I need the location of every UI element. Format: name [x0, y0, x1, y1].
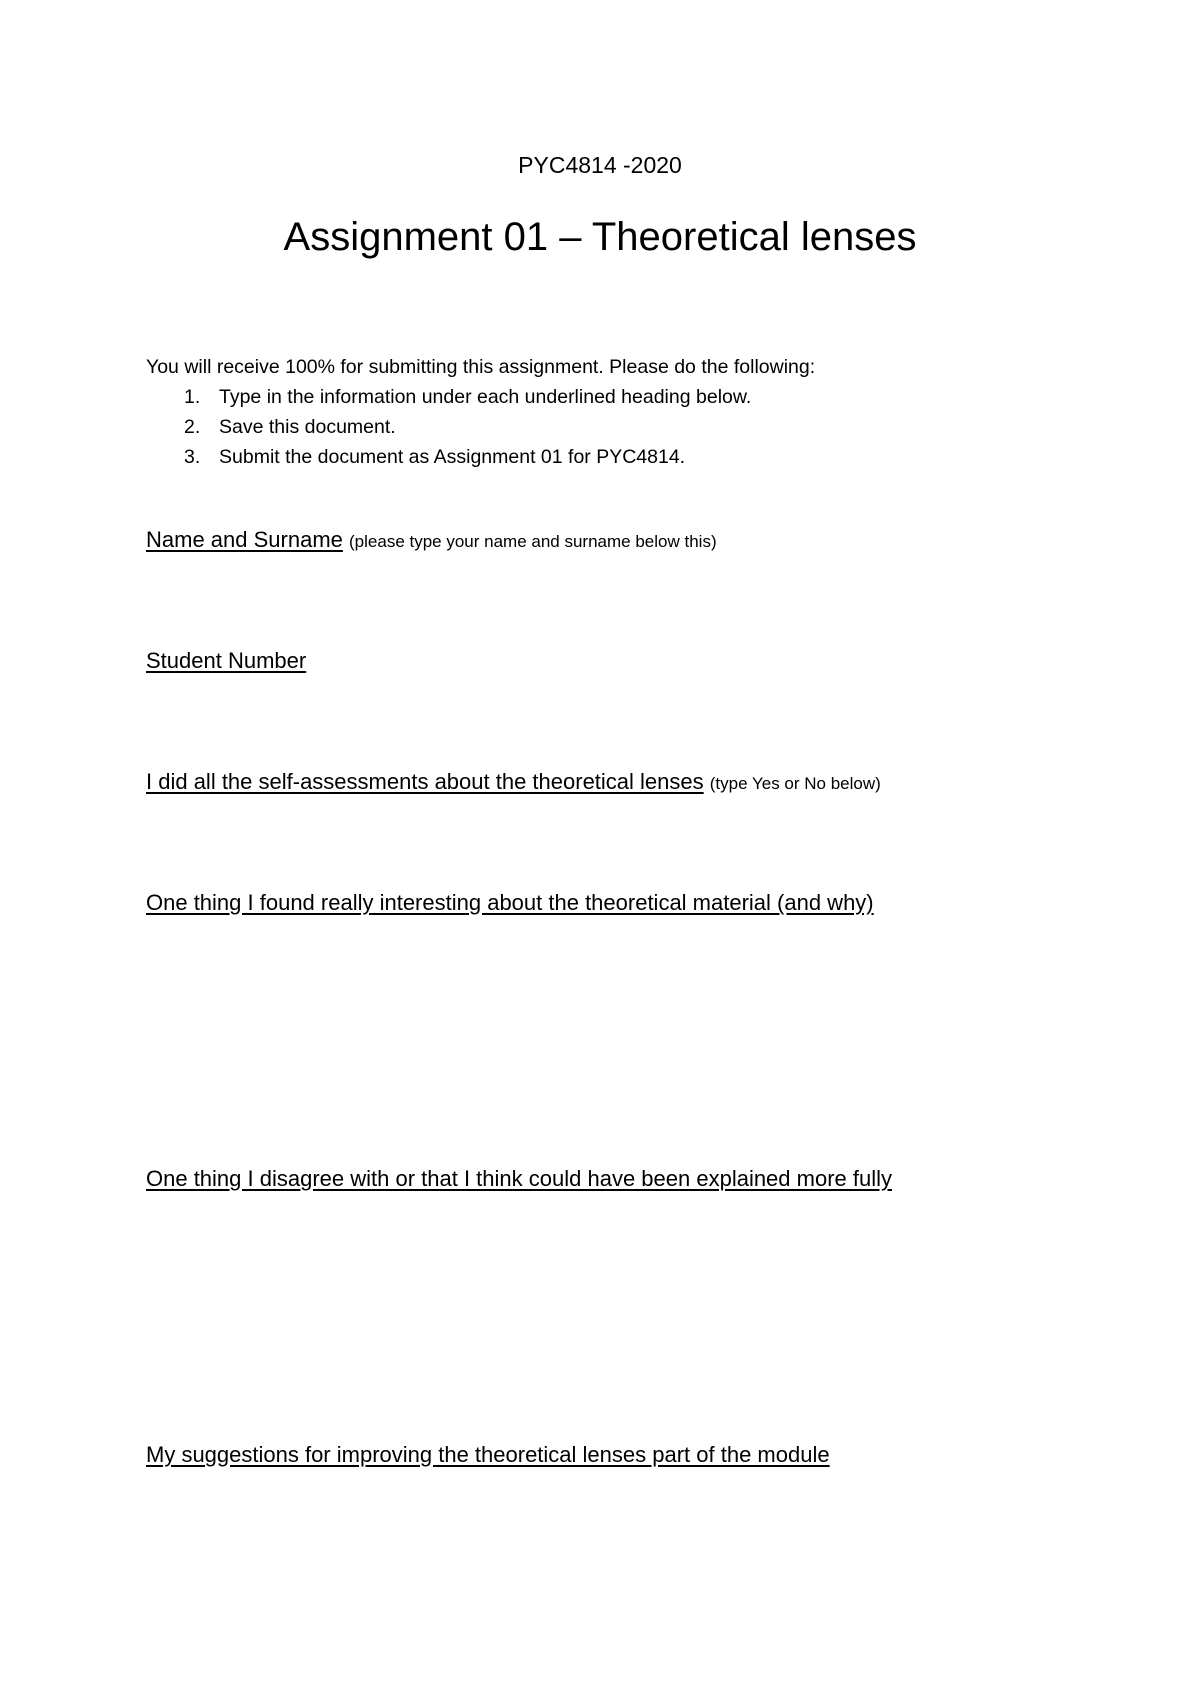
instruction-item	[146, 412, 1106, 442]
section-heading: Student Number	[146, 648, 307, 673]
course-code: PYC4814 -2020	[518, 152, 682, 178]
section-self-assessments	[146, 767, 1106, 799]
instruction-item	[146, 382, 1106, 412]
section-name-and-surname	[146, 525, 1106, 557]
instruction-number: 3.	[184, 446, 201, 468]
section-heading: One thing I found really interesting about the theoretical material (and why)	[146, 890, 874, 915]
instruction-text: Submit the document as Assignment 01 for PYC4814.	[219, 446, 686, 468]
section-note: (please type your name and surname below this)	[349, 532, 717, 551]
name-answer-area[interactable]	[146, 560, 1106, 650]
interesting-answer-area[interactable]	[146, 923, 1106, 1163]
section-heading: My suggestions for improving the theoretical lenses part of the module	[146, 1442, 830, 1467]
section-heading: One thing I disagree with or that I think could have been explained more fully	[146, 1166, 893, 1191]
suggestions-answer-area[interactable]	[146, 1475, 1106, 1675]
disagree-answer-area[interactable]	[146, 1199, 1106, 1439]
section-student-number	[146, 646, 1106, 676]
section-interesting	[146, 888, 1106, 918]
section-heading: Name and Surname	[146, 527, 343, 552]
section-disagree	[146, 1164, 1106, 1194]
instruction-text: Save this document.	[219, 416, 396, 438]
section-heading: I did all the self-assessments about the theoretical lenses	[146, 769, 704, 794]
section-note: (type Yes or No below)	[709, 774, 881, 793]
intro-text: You will receive 100% for submitting this assignment. Please do the following:	[146, 356, 816, 378]
section-suggestions	[146, 1440, 1106, 1470]
instruction-number: 2.	[184, 416, 201, 438]
self-assessment-answer-area[interactable]	[146, 802, 1106, 890]
student-number-answer-area[interactable]	[146, 681, 1106, 771]
instruction-item	[146, 442, 1106, 472]
instruction-number: 1.	[184, 386, 201, 408]
document-title: Assignment 01 – Theoretical lenses	[283, 215, 917, 259]
instruction-list	[146, 382, 1106, 472]
instruction-text: Type in the information under each underlined heading below.	[219, 386, 752, 408]
